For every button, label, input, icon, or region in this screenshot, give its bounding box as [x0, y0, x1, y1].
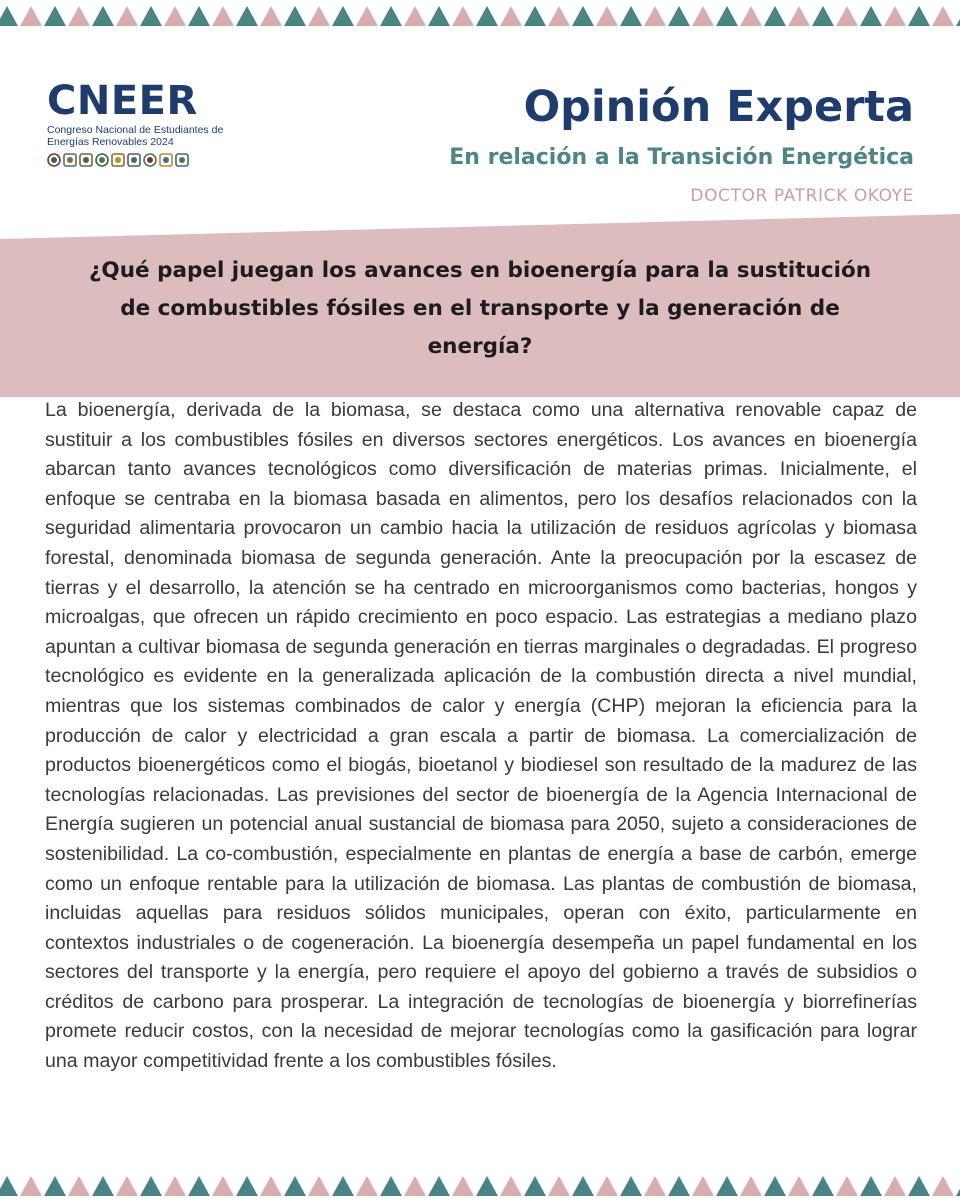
university-seal-icon — [175, 153, 189, 167]
border-triangle — [788, 1176, 810, 1196]
border-triangle — [908, 6, 930, 26]
border-triangle — [308, 1176, 330, 1196]
border-triangle — [140, 1176, 162, 1196]
border-triangle — [740, 6, 762, 26]
border-triangle — [884, 6, 906, 26]
border-triangle — [140, 6, 162, 26]
border-triangle — [596, 1176, 618, 1196]
border-triangle — [812, 6, 834, 26]
page-subtitle: En relación a la Transición Energética — [449, 145, 914, 170]
border-triangle — [284, 1176, 306, 1196]
border-triangle — [236, 1176, 258, 1196]
border-triangle — [332, 6, 354, 26]
university-seal-icon — [159, 153, 173, 167]
border-triangle — [404, 6, 426, 26]
border-triangle — [788, 6, 810, 26]
logo-university-icons — [47, 153, 227, 167]
border-triangle — [620, 1176, 642, 1196]
border-triangle — [524, 6, 546, 26]
border-triangle — [380, 1176, 402, 1196]
border-triangle — [764, 1176, 786, 1196]
border-triangle — [932, 1176, 954, 1196]
border-triangle — [236, 6, 258, 26]
border-triangle — [884, 1176, 906, 1196]
border-triangle — [332, 1176, 354, 1196]
border-triangle — [284, 6, 306, 26]
author-name: DOCTOR PATRICK OKOYE — [690, 186, 914, 206]
border-triangle — [500, 1176, 522, 1196]
border-triangle — [692, 6, 714, 26]
border-triangle — [428, 6, 450, 26]
border-triangle — [572, 1176, 594, 1196]
border-triangle — [212, 6, 234, 26]
border-triangle — [668, 1176, 690, 1196]
border-triangle — [404, 1176, 426, 1196]
border-triangle — [692, 1176, 714, 1196]
border-triangle — [644, 6, 666, 26]
border-triangle — [476, 1176, 498, 1196]
university-seal-icon — [47, 153, 61, 167]
border-triangle — [44, 6, 66, 26]
answer-paragraph: La bioenergía, derivada de la biomasa, se destaca como una alternativa renovable capaz de sustituir a los combustibles fósiles en diversos sectores energéticos. Los avances en bioenergía abarcan tanto avances tecnológicos como diversificación de materias primas. Inicialmente, el enfoque se centraba en la biomasa basada en alimentos, pero los desafíos relacionados con la seguridad alimentaria provocaron un cambio hacia la utilización de residuos agrícolas y biomasa forestal, denominada biomasa de segunda generación. Ante la preocupación por la escasez de tierras y el desarrollo, la atención se ha centrado en microorganismos como bacterias, hongos y microalgas, que ofrecen un rápido crecimiento en poco espacio. Las estrategias a mediano plazo apuntan a cultivar biomasa de segunda generación en tierras marginales o degradadas. El progreso tecnológico es evidente en la generalizada aplicación de la combustión directa a nivel mundial, mientras que los sistemas combinados de calor y energía (CHP) mejoran la eficiencia para la producción de calor y electricidad a gran escala a partir de biomasa. La comercialización de productos bioenergéticos como el biogás, bioetanol y biodiesel son resultado de la madurez de las tecnologías relacionadas. Las previsiones del sector de bioenergía de la Agencia Internacional de Energía sugieren un potencial anual sustancial de biomasa para 2050, sujeto a consideraciones de sostenibilidad. La co-combustión, especialmente en plantas de energía a base de carbón, emerge como un enfoque rentable para la utilización de biomasa. Las plantas de combustión de biomasa, incluidas aquellas para residuos sólidos municipales, operan con éxito, particularmente en contextos industriales o de cogeneración. La bioenergía desempeña un papel fundamental en los sectores del transporte y la energía, pero requiere el apoyo del gobierno a través de subsidios o créditos de carbono para prosperar. La integración de tecnologías de bioenergía y biorrefinerías promete reducir costos, con la necesidad de mejorar tecnologías como la gasificación para lograr una mayor competitividad frente a los combustibles fósiles. — [45, 399, 917, 1073]
border-triangle — [356, 6, 378, 26]
border-triangle — [476, 6, 498, 26]
border-triangle — [452, 6, 474, 26]
border-triangle — [116, 1176, 138, 1196]
border-triangle — [812, 1176, 834, 1196]
border-triangle — [20, 6, 42, 26]
top-triangle-border — [0, 0, 960, 32]
border-triangle — [428, 1176, 450, 1196]
university-seal-icon — [127, 153, 141, 167]
border-triangle — [188, 6, 210, 26]
border-triangle — [500, 6, 522, 26]
border-triangle — [44, 1176, 66, 1196]
border-triangle — [596, 6, 618, 26]
border-triangle — [932, 6, 954, 26]
border-triangle — [20, 1176, 42, 1196]
university-seal-icon — [63, 153, 77, 167]
border-triangle — [860, 1176, 882, 1196]
border-triangle — [0, 1176, 18, 1196]
university-seal-icon — [111, 153, 125, 167]
border-triangle — [524, 1176, 546, 1196]
border-triangle — [764, 6, 786, 26]
border-triangle — [740, 1176, 762, 1196]
border-triangle — [164, 6, 186, 26]
border-triangle — [260, 6, 282, 26]
border-triangle — [188, 1176, 210, 1196]
border-triangle — [356, 1176, 378, 1196]
border-triangle — [908, 1176, 930, 1196]
border-triangle — [68, 6, 90, 26]
cneer-logo — [47, 80, 227, 167]
border-triangle — [620, 6, 642, 26]
border-triangle — [452, 1176, 474, 1196]
border-triangle — [572, 6, 594, 26]
border-triangle — [212, 1176, 234, 1196]
border-triangle — [716, 6, 738, 26]
border-triangle — [92, 1176, 114, 1196]
border-triangle — [116, 6, 138, 26]
border-triangle — [668, 6, 690, 26]
border-triangle — [716, 1176, 738, 1196]
border-triangle — [164, 1176, 186, 1196]
border-triangle — [260, 1176, 282, 1196]
border-triangle — [92, 6, 114, 26]
border-triangle — [548, 1176, 570, 1196]
border-triangle — [68, 1176, 90, 1196]
border-triangle — [956, 1176, 960, 1196]
border-triangle — [860, 6, 882, 26]
page-title: Opinión Experta — [523, 82, 914, 132]
university-seal-icon — [95, 153, 109, 167]
border-triangle — [380, 6, 402, 26]
border-triangle — [836, 6, 858, 26]
border-triangle — [644, 1176, 666, 1196]
border-triangle — [548, 6, 570, 26]
border-triangle — [836, 1176, 858, 1196]
logo-subtitle-line-2: Energías Renovables 2024 — [47, 136, 174, 148]
bottom-triangle-border — [0, 1168, 960, 1200]
logo-wordmark: CNEER — [47, 78, 198, 124]
university-seal-icon — [79, 153, 93, 167]
university-seal-icon — [143, 153, 157, 167]
question-heading: ¿Qué papel juegan los avances en bioenergía para la sustitución de combustibles fósiles en el transporte y la generación de energía? — [88, 258, 872, 359]
border-triangle — [0, 6, 18, 26]
border-triangle — [308, 6, 330, 26]
border-triangle — [956, 6, 960, 26]
logo-subtitle-line-1: Congreso Nacional de Estudiantes de — [47, 124, 224, 136]
